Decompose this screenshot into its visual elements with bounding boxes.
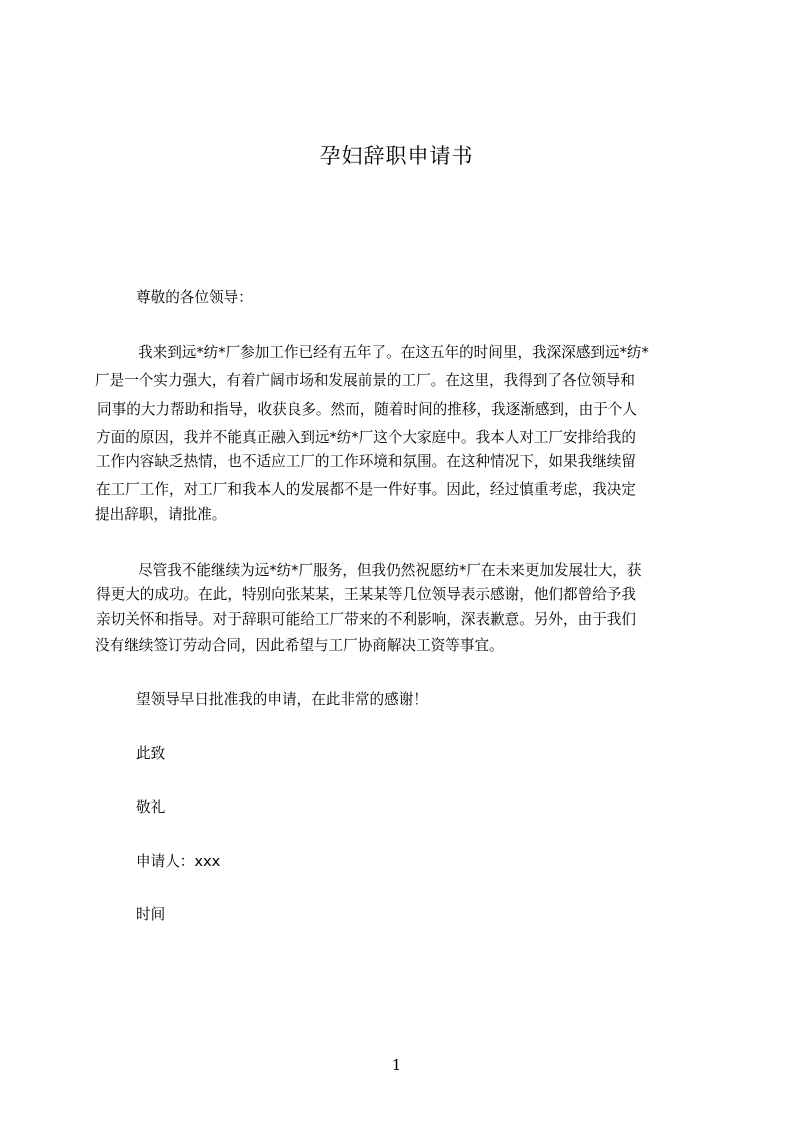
paragraph-line: 亲切关怀和指导。对于辞职可能给工厂带来的不利影响，深表歉意。另外，由于我们 <box>96 611 636 628</box>
document-title: 孕妇辞职申请书 <box>319 144 474 168</box>
paragraph-line: 得更大的成功。在此，特别向张某某，王某某等几位领导表示感谢，他们都曾给予我 <box>96 586 636 603</box>
paragraph-line: 厂是一个实力强大，有着广阔市场和发展前景的工厂。在这里，我得到了各位领导和 <box>95 372 635 389</box>
closing-jing-li: 敬礼 <box>136 799 166 816</box>
page-number: 1 <box>391 1056 402 1074</box>
paragraph-line: 我来到远*纺*厂参加工作已经有五年了。在这五年的时间里，我深深感到远*纺* <box>138 344 649 361</box>
date-line: 时间 <box>136 906 166 923</box>
applicant-line: 申请人：xxx <box>136 853 221 870</box>
paragraph-line: 在工厂工作，对工厂和我本人的发展都不是一件好事。因此，经过慎重考虑，我决定 <box>96 481 636 498</box>
paragraph-line: 同事的大力帮助和指导，收获良多。然而，随着时间的推移，我逐渐感到，由于个人 <box>97 401 637 418</box>
paragraph-line: 没有继续签订劳动合同，因此希望与工厂协商解决工资等事宜。 <box>95 637 504 654</box>
paragraph-line: 工作内容缺乏热情，也不适应工厂的工作环境和氛围。在这种情况下，如果我继续留 <box>96 453 636 470</box>
request-line: 望领导早日批准我的申请，在此非常的感谢！ <box>136 691 428 708</box>
paragraph-line: 提出辞职，请批准。 <box>95 506 227 523</box>
salutation: 尊敬的各位领导： <box>136 289 253 306</box>
paragraph-line: 方面的原因，我并不能真正融入到远*纺*厂这个大家庭中。我本人对工厂安排给我的 <box>96 429 636 446</box>
closing-ci-zhi: 此致 <box>136 745 166 762</box>
paragraph-line: 尽管我不能继续为远*纺*厂服务，但我仍然祝愿纺*厂在未来更加发展壮大，获 <box>138 562 642 579</box>
